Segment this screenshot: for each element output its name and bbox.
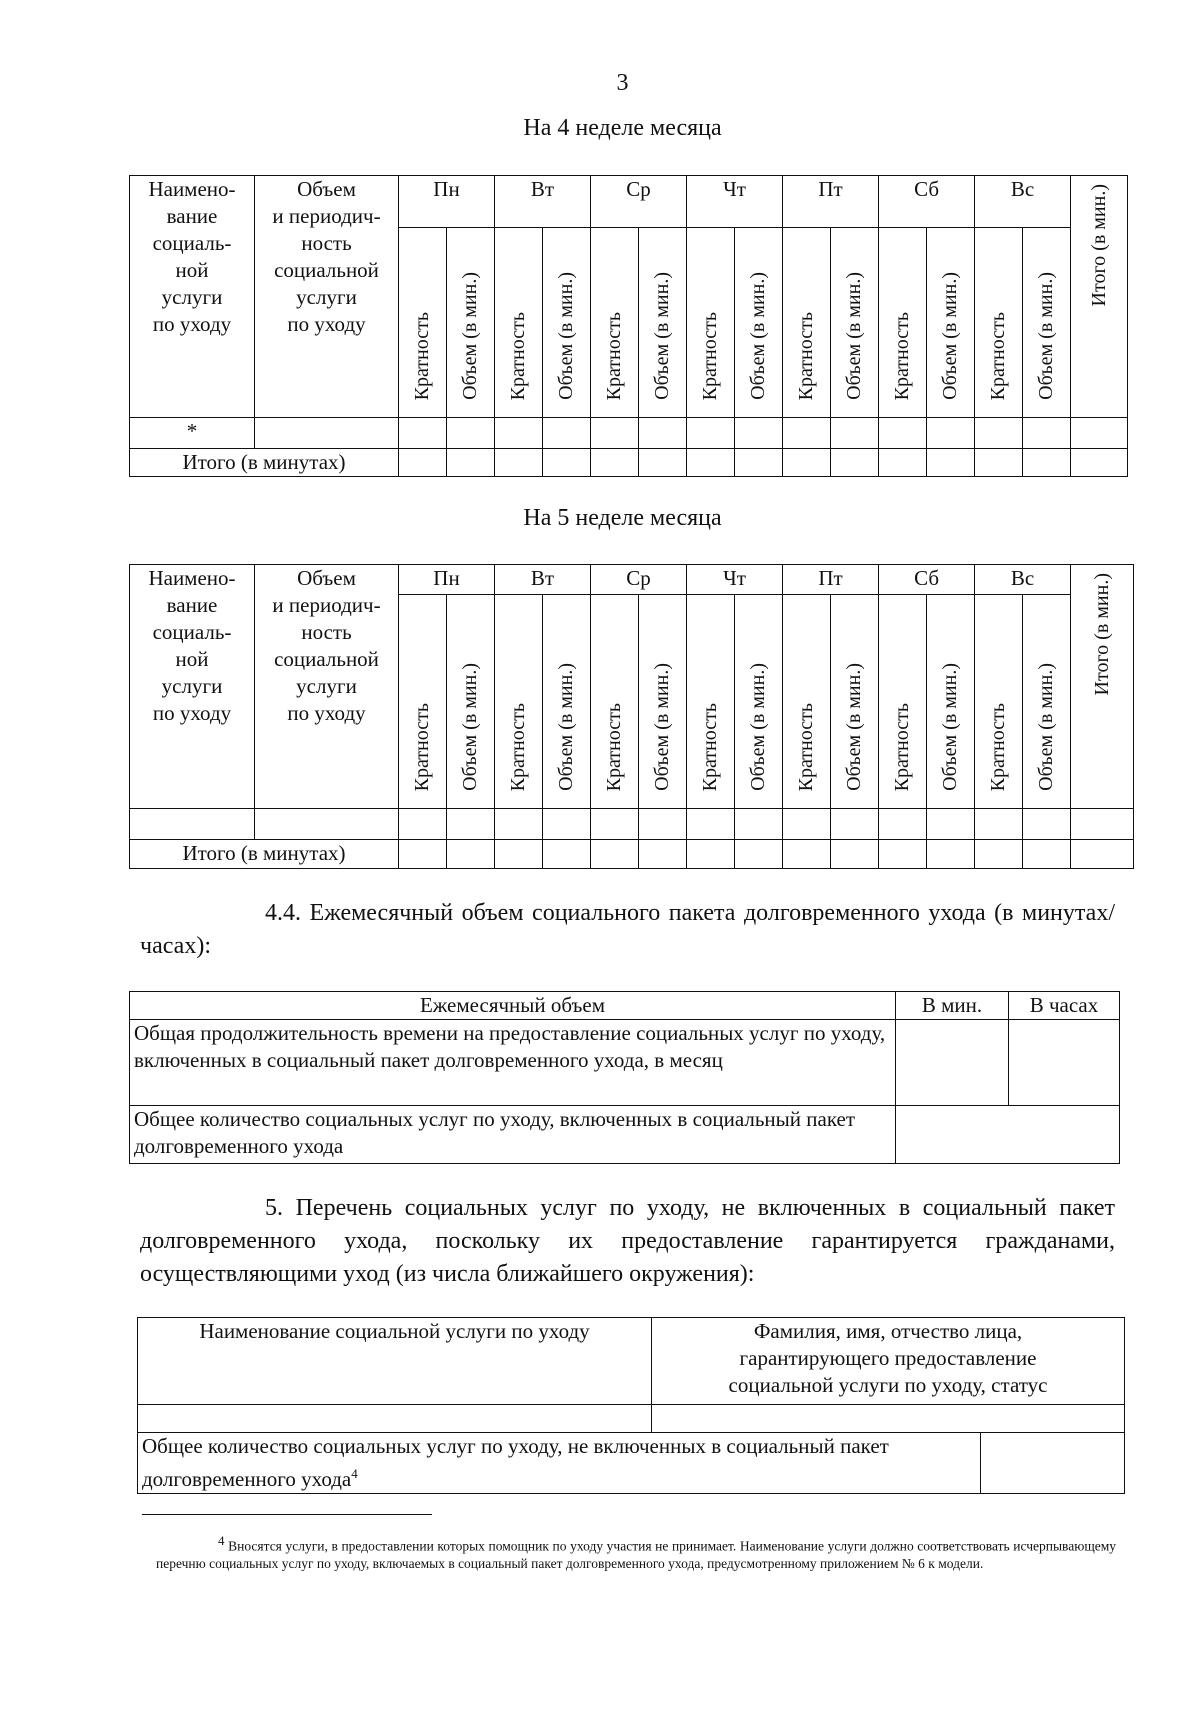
cell-total[interactable]: [447, 840, 495, 869]
header-service-volume: Объем и периодич- ность социальной услуги по уходу: [255, 565, 399, 809]
footnote-text: Вносятся услуги, в предоставлении которых помощник по уходу участия не принимает. Наименование услуги должно соответствовать исчерпывающему перечню социальных услуг по уходу, включаемых в социальный пакет долговременного ухода, предусмотренному приложением № 6 к модели.: [156, 1538, 1117, 1571]
row-total-excluded: [138, 1433, 981, 1494]
header-day: Вс: [975, 565, 1071, 595]
cell-minutes[interactable]: [896, 1020, 1009, 1106]
week-schedule-table: [129, 564, 1134, 869]
cell-value[interactable]: [639, 418, 687, 449]
header-frequency: Кратность: [411, 311, 433, 400]
total-excluded-label: Общее количество социальных услуг по уходу, не включенных в социальный пакет долговременного ухода: [142, 1434, 889, 1491]
cell-total[interactable]: [687, 449, 735, 477]
header-volume-minutes: Объем (в мин.): [651, 663, 673, 791]
header-total-minutes: Итого (в мин.): [1090, 573, 1113, 696]
header-day: Вс: [975, 176, 1071, 228]
header-volume-minutes: Объем (в мин.): [939, 272, 962, 400]
cell-value[interactable]: [1023, 809, 1071, 840]
cell-value[interactable]: [1023, 418, 1071, 449]
cell-value[interactable]: [1071, 809, 1134, 840]
footnote: [156, 1532, 1116, 1572]
cell-total[interactable]: [879, 840, 927, 869]
cell-total[interactable]: [591, 840, 639, 869]
monthly-volume-table: [129, 991, 1120, 1164]
cell-total[interactable]: [447, 449, 495, 477]
footnote-ref: 4: [351, 1466, 358, 1481]
cell-total[interactable]: [543, 840, 591, 869]
cell-total[interactable]: [831, 840, 879, 869]
header-frequency: Кратность: [891, 311, 914, 400]
header-monthly-volume: Ежемесячный объем: [130, 992, 896, 1020]
cell-total[interactable]: [975, 449, 1023, 477]
week-schedule-table: [129, 175, 1128, 477]
cell-value[interactable]: [831, 809, 879, 840]
header-total-minutes: Итого (в мин.): [1087, 184, 1110, 307]
header-volume-minutes: Объем (в мин.): [747, 272, 770, 400]
header-day: Сб: [879, 565, 975, 595]
cell-total[interactable]: [831, 449, 879, 477]
cell-value[interactable]: [879, 809, 927, 840]
cell-value[interactable]: [543, 418, 591, 449]
cell-total[interactable]: [639, 449, 687, 477]
cell-value[interactable]: [495, 809, 543, 840]
cell-hours[interactable]: [1009, 1020, 1120, 1106]
cell-value[interactable]: [975, 418, 1023, 449]
cell-total[interactable]: [927, 449, 975, 477]
header-frequency: Кратность: [891, 702, 914, 791]
header-day: Сб: [879, 176, 975, 228]
total-row-label: Итого (в минутах): [130, 840, 399, 869]
cell-service-volume[interactable]: [255, 418, 399, 449]
header-volume-minutes: Объем (в мин.): [555, 272, 577, 400]
section-4-4-text: 4.4. Ежемесячный объем социального пакета долговременного ухода (в минутах/часах):: [140, 900, 1115, 959]
header-volume-minutes: Объем (в мин.): [1035, 272, 1058, 400]
cell-value[interactable]: [927, 809, 975, 840]
cell-total[interactable]: [1071, 840, 1134, 869]
header-frequency: Кратность: [987, 702, 1010, 791]
cell-total[interactable]: [735, 449, 783, 477]
header-service-volume: Объем и периодич- ность социальной услуги по уходу: [255, 176, 399, 418]
header-volume-minutes: Объем (в мин.): [1035, 663, 1058, 791]
cell-value[interactable]: [831, 418, 879, 449]
cell-value[interactable]: [639, 809, 687, 840]
cell-value[interactable]: [927, 418, 975, 449]
header-frequency: Кратность: [507, 311, 529, 400]
cell-value[interactable]: [591, 418, 639, 449]
cell-value[interactable]: [1071, 418, 1128, 449]
cell-total[interactable]: [735, 840, 783, 869]
cell-total[interactable]: [783, 449, 831, 477]
excluded-services-table: [137, 1317, 1125, 1494]
footnote-number: 4: [218, 1533, 225, 1548]
header-minutes: В мин.: [896, 992, 1009, 1020]
header-service-name: Наимено- вание социаль- ной услуги по уходу: [130, 565, 255, 809]
header-volume-minutes: Объем (в мин.): [939, 663, 962, 791]
header-volume-minutes: Объем (в мин.): [459, 663, 481, 791]
cell-total[interactable]: [687, 840, 735, 869]
header-volume-minutes: Объем (в мин.): [555, 663, 577, 791]
cell-value[interactable]: [399, 809, 447, 840]
header-hours: В часах: [1009, 992, 1120, 1020]
header-day: Ср: [591, 565, 687, 595]
cell-value[interactable]: [543, 809, 591, 840]
header-service-name: Наименование социальной услуги по уходу: [138, 1318, 652, 1405]
header-volume-minutes: Объем (в мин.): [651, 272, 673, 400]
header-frequency: Кратность: [795, 702, 818, 791]
header-service-name: Наимено- вание социаль- ной услуги по уходу: [130, 176, 255, 418]
header-day: Пн: [399, 176, 495, 228]
week-title: На 4 неделе месяца: [523, 115, 722, 141]
cell-total[interactable]: [975, 840, 1023, 869]
cell-value[interactable]: [687, 809, 735, 840]
cell-total[interactable]: [1071, 449, 1128, 477]
total-row-label: Итого (в минутах): [130, 449, 399, 477]
header-day: Чт: [687, 176, 783, 228]
cell-total[interactable]: [639, 840, 687, 869]
cell-total[interactable]: [399, 840, 447, 869]
cell-value[interactable]: [447, 809, 495, 840]
section-5-text: 5. Перечень социальных услуг по уходу, не включенных в социальный пакет долговременного ухода, поскольку их предоставление гарантируется гражданами, осуществляющими уход (из числа ближайшего окружения):: [140, 1195, 1115, 1287]
cell-value[interactable]: [495, 418, 543, 449]
cell-value[interactable]: [399, 418, 447, 449]
header-volume-minutes: Объем (в мин.): [843, 663, 866, 791]
cell-total[interactable]: [783, 840, 831, 869]
cell-total-excluded[interactable]: [981, 1433, 1125, 1494]
cell-total[interactable]: [495, 840, 543, 869]
cell-count[interactable]: [896, 1106, 1120, 1164]
cell-total[interactable]: [543, 449, 591, 477]
header-day: Вт: [495, 176, 591, 228]
header-frequency: Кратность: [987, 311, 1010, 400]
cell-service-volume[interactable]: [255, 809, 399, 840]
cell-value[interactable]: [591, 809, 639, 840]
cell-service-name[interactable]: [130, 809, 255, 840]
cell-total[interactable]: [399, 449, 447, 477]
header-day: Чт: [687, 565, 783, 595]
cell-value[interactable]: [975, 809, 1023, 840]
header-frequency: Кратность: [603, 702, 625, 791]
row-total-duration: Общая продолжительность времени на предоставление социальных услуг по уходу, включенных в социальный пакет долговременного ухода, в месяц: [130, 1020, 896, 1106]
cell-service-name[interactable]: *: [130, 418, 255, 449]
cell-value[interactable]: [783, 418, 831, 449]
header-frequency: Кратность: [795, 311, 818, 400]
cell-total[interactable]: [1023, 840, 1071, 869]
cell-total[interactable]: [927, 840, 975, 869]
header-day: Вт: [495, 565, 591, 595]
header-volume-minutes: Объем (в мин.): [747, 663, 770, 791]
footnote-separator: [142, 1514, 432, 1515]
header-volume-minutes: Объем (в мин.): [459, 272, 481, 400]
header-day: Пн: [399, 565, 495, 595]
header-day: Ср: [591, 176, 687, 228]
cell-value[interactable]: [447, 418, 495, 449]
cell-total[interactable]: [1023, 449, 1071, 477]
cell-service-name[interactable]: [138, 1405, 652, 1433]
cell-total[interactable]: [879, 449, 927, 477]
header-day: Пт: [783, 176, 879, 228]
row-total-count: Общее количество социальных услуг по уходу, включенных в социальный пакет долговременного ухода: [130, 1106, 896, 1164]
cell-total[interactable]: [495, 449, 543, 477]
header-frequency: Кратность: [699, 702, 722, 791]
header-frequency: Кратность: [603, 311, 625, 400]
cell-value[interactable]: [735, 809, 783, 840]
header-frequency: Кратность: [699, 311, 722, 400]
cell-value[interactable]: [783, 809, 831, 840]
cell-total[interactable]: [591, 449, 639, 477]
cell-value[interactable]: [735, 418, 783, 449]
week-title: На 5 неделе месяца: [523, 505, 722, 531]
page-number: 3: [616, 70, 629, 96]
cell-value[interactable]: [687, 418, 735, 449]
header-frequency: Кратность: [411, 702, 433, 791]
cell-person[interactable]: [652, 1405, 1125, 1433]
header-day: Пт: [783, 565, 879, 595]
header-volume-minutes: Объем (в мин.): [843, 272, 866, 400]
header-frequency: Кратность: [507, 702, 529, 791]
cell-value[interactable]: [879, 418, 927, 449]
header-person: Фамилия, имя, отчество лица, гарантирующего предоставление социальной услуги по уходу, статус: [652, 1318, 1125, 1405]
